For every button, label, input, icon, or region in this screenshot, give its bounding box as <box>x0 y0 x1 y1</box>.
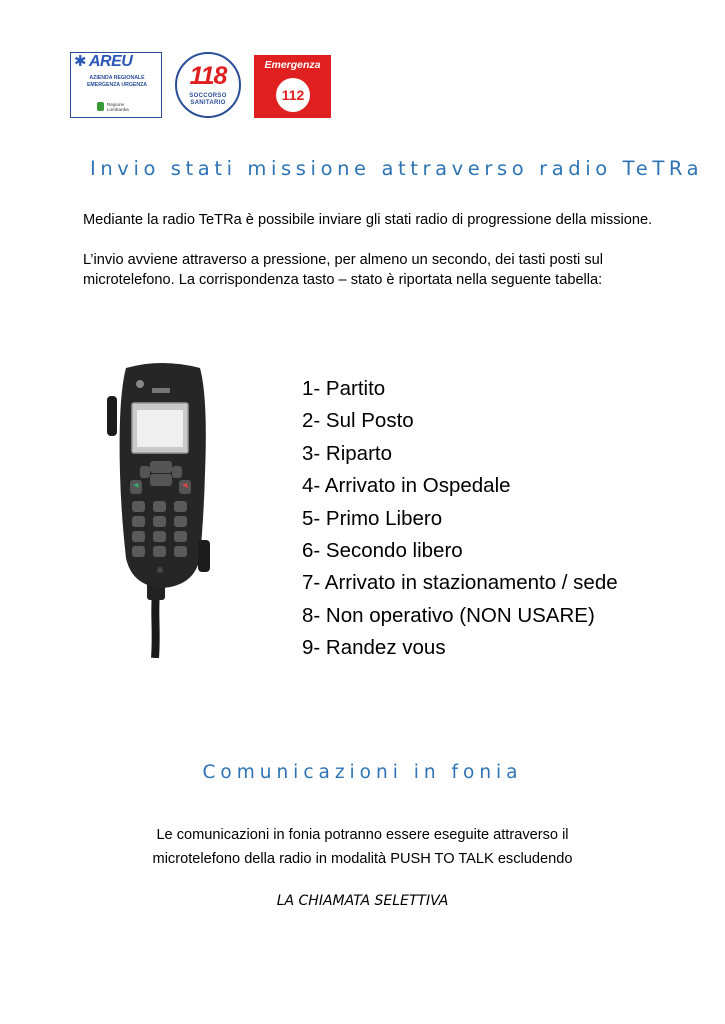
key-state-list <box>302 373 618 665</box>
star-of-life-icon: ✱ <box>74 53 87 70</box>
key-state-5: 5- Primo Libero <box>302 506 443 530</box>
intro-paragraph: Mediante la radio TeTRa è possibile inviare gli stati radio di progressione della missione. <box>83 212 653 228</box>
areu-logo-line2: EMERGENZA URGENZA <box>86 82 148 88</box>
key-state-2: 2- Sul Posto <box>302 409 414 433</box>
fonia-paragraph-text: Le comunicazioni in fonia potranno essere eseguite attraverso il microtelefono della radio in modalità PUSH TO TALK escludendo <box>152 827 573 867</box>
key-state-9: 9- Randez vous <box>302 636 446 660</box>
key-state-4: 4- Arrivato in Ospedale <box>302 474 511 498</box>
key-state-3: 3- Riparto <box>302 441 393 465</box>
selective-call-note: LA CHIAMATA SELETTIVA <box>276 893 449 909</box>
regione-lombardia-icon <box>97 102 104 111</box>
soccorso-118-logo <box>175 52 241 118</box>
fonia-paragraph <box>0 823 725 871</box>
logo-118-line2: SANITARIO <box>190 100 226 106</box>
areu-logo-name: AREU <box>89 53 133 70</box>
key-state-6: 6- Secondo libero <box>302 539 463 563</box>
logo-112-number: 112 <box>276 78 310 112</box>
logo-118-line1: SOCCORSO <box>189 93 227 99</box>
section-title-stati: Invio stati missione attraverso radio TeTRa <box>90 157 704 180</box>
areu-region-line1: Regione <box>107 102 125 107</box>
key-state-1: 1- Partito <box>302 377 386 400</box>
areu-logo-line1: AZIENDA REGIONALE <box>89 75 145 81</box>
instructions-paragraph: L’invio avviene attraverso a pressione, per almeno un secondo, dei tasti posti sul microtelefono. La corrispondenza tasto – stato è riportata nella seguente tabella: <box>83 252 604 288</box>
key-state-7: 7- Arrivato in stazionamento / sede <box>302 571 618 595</box>
areu-region-line2: Lombardia <box>107 107 129 112</box>
tetra-handset-image <box>104 358 214 658</box>
key-state-8: 8- Non operativo (NON USARE) <box>302 603 595 627</box>
areu-logo <box>70 52 162 118</box>
emergenza-112-logo <box>254 55 331 118</box>
logo-118-number: 118 <box>189 62 227 90</box>
section-title-fonia: Comunicazioni in fonia <box>202 762 523 783</box>
logo-112-title: Emergenza <box>264 59 321 71</box>
